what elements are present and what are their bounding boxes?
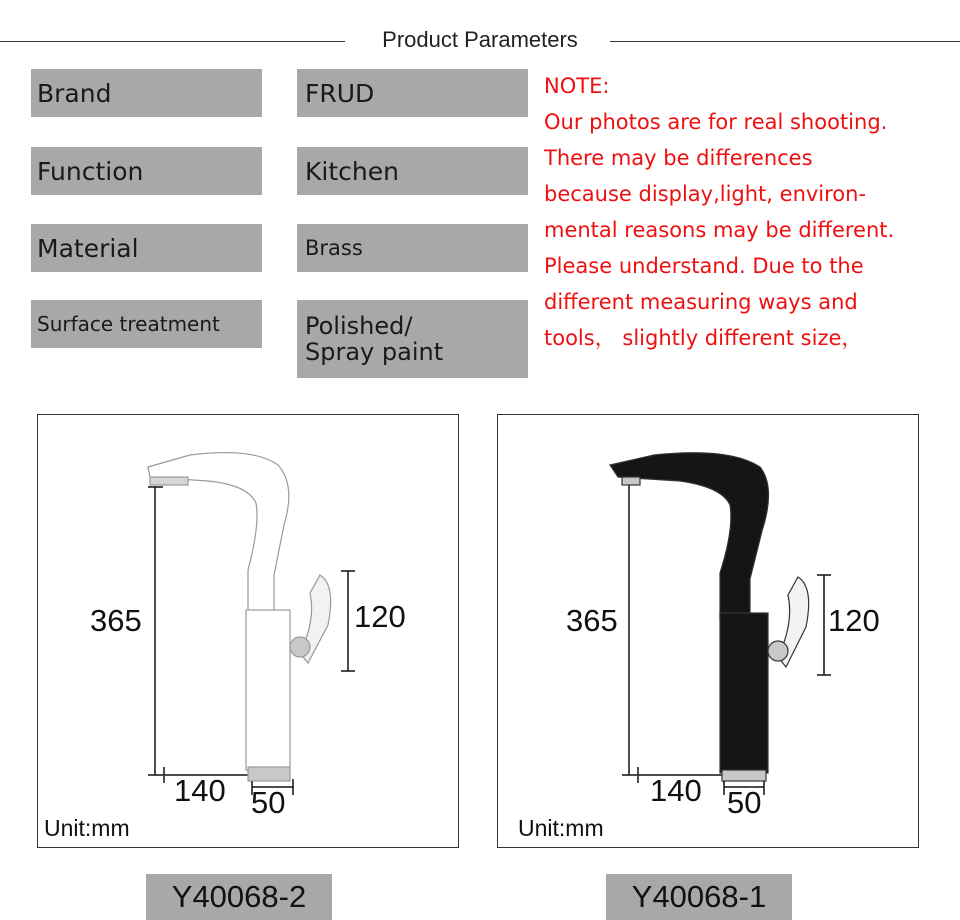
model-label-black: Y40068-1 [606,874,792,920]
param-label-material: Material [31,224,262,272]
header-rule-right [610,41,960,42]
dim-reach: 140 [174,773,226,808]
param-label-function: Function [31,147,262,195]
note-line: Our photos are for real shooting. [544,110,888,134]
dim-handle: 120 [354,599,406,634]
param-value-material: Brass [297,224,528,272]
disclaimer-note [544,68,956,356]
note-line: mental reasons may be different. [544,218,895,242]
unit-label: Unit:mm [44,815,130,841]
param-value-brand: FRUD [297,69,528,117]
param-label-brand: Brand [31,69,262,117]
note-line: different measuring ways and [544,290,858,314]
dim-reach: 140 [650,773,702,808]
product-diagram-white [37,414,459,848]
dim-height: 365 [566,603,618,638]
unit-label: Unit:mm [518,815,604,841]
param-value-function: Kitchen [297,147,528,195]
header-rule-left [0,41,345,42]
note-line: Please understand. Due to the [544,254,864,278]
param-label-surface: Surface treatment [31,300,262,348]
note-line: There may be differences [544,146,813,170]
model-label-white: Y40068-2 [146,874,332,920]
dim-handle: 120 [828,603,880,638]
note-line: because display,light, environ- [544,182,867,206]
dim-base: 50 [251,785,286,820]
dim-height: 365 [90,603,142,638]
dim-base: 50 [727,785,762,820]
product-diagram-black [497,414,919,848]
param-value-surface: Polished/ Spray paint [297,300,528,378]
note-line: tools， slightly different size， [544,326,863,350]
note-line: NOTE: [544,74,610,98]
page-title: Product Parameters [382,27,578,52]
